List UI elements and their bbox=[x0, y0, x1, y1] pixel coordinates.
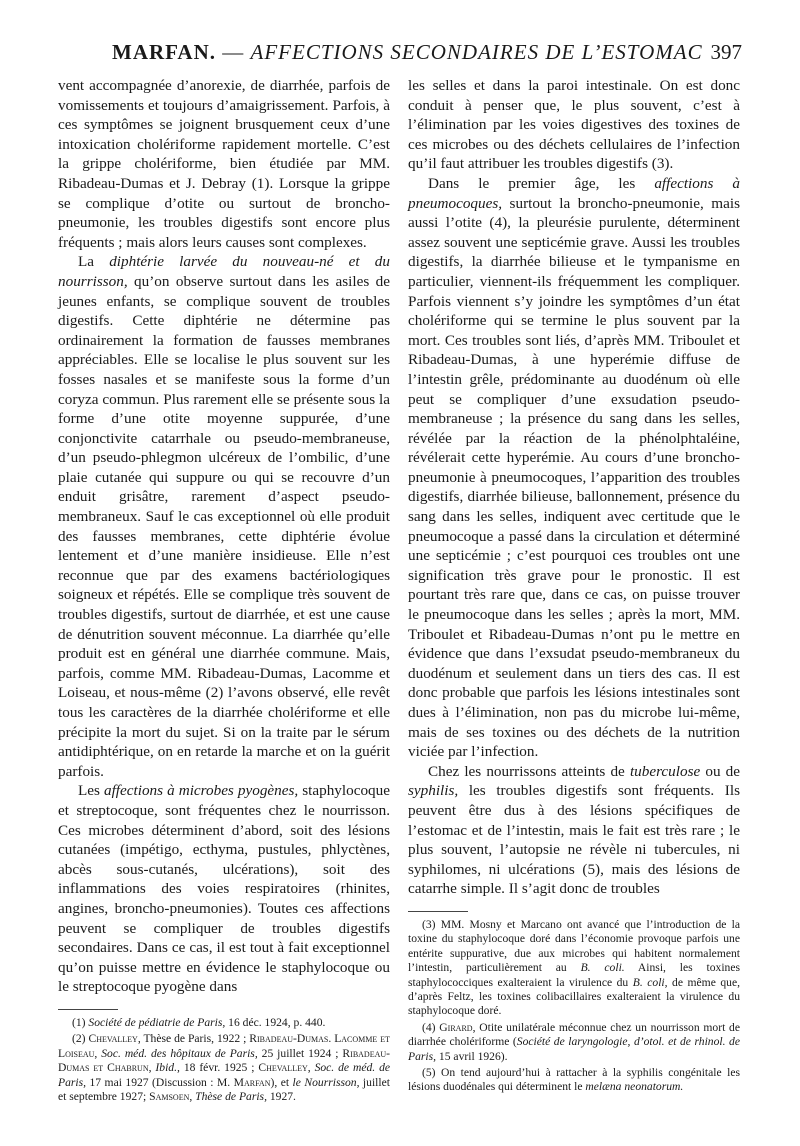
footnote-text: de même que, d’après Feltz, les toxines colibacillaires exalteraient la virulence du staphylocoque doré. bbox=[408, 975, 740, 1018]
emphasis-text: Société de laryngologie, d’otol. et de rhinol. de Paris, bbox=[408, 1035, 740, 1063]
footnotes-right bbox=[408, 918, 740, 1095]
running-head bbox=[112, 40, 703, 65]
author-name: Ribadeau-Dumas et Chabrun bbox=[58, 1046, 391, 1075]
footnote-text: 1927. bbox=[266, 1089, 296, 1103]
footnote-text: , bbox=[94, 1046, 102, 1060]
footnote-text: (2) bbox=[72, 1032, 89, 1046]
left-column bbox=[58, 76, 390, 1106]
footnote-5 bbox=[408, 1066, 740, 1095]
footnote-text: 18 févr. 1925 ; bbox=[179, 1061, 259, 1075]
footnote-text: 17 mai 1927 (Discussion : bbox=[86, 1075, 217, 1089]
emphasis-text: Société de pédiatrie de Paris, bbox=[88, 1015, 226, 1029]
footnote-text: ), et bbox=[270, 1075, 293, 1089]
footnote-text: 15 avril 1926). bbox=[436, 1049, 508, 1063]
emphasis-text: diphtérie larvée du nouveau-né et du nourrisson, bbox=[58, 253, 390, 290]
emphasis-text: Ibid., bbox=[155, 1061, 180, 1075]
author-name: M. Marfan bbox=[216, 1075, 271, 1089]
footnote-text: Ainsi, les toxines staphylococciques exalteraient la virulence du bbox=[408, 961, 740, 989]
running-header bbox=[112, 40, 742, 72]
emphasis-text: Thèse de Paris, bbox=[195, 1089, 267, 1103]
emphasis-text: affections à microbes pyogènes, bbox=[103, 782, 299, 800]
emphasis-text: syphilis, bbox=[408, 782, 459, 800]
paragraph-pyogenes bbox=[58, 781, 390, 997]
footnote-text: , bbox=[148, 1061, 156, 1075]
footnote-text: , Thèse de Paris, 1922 ; bbox=[137, 1032, 250, 1046]
author-name: Ribadeau-Dumas. Lacomme et Loiseau bbox=[58, 1032, 390, 1060]
paragraph-text: qu’on observe surtout dans les asiles de jeunes enfants, se complique souvent de troubles digestifs. Cette diphtérie ne détermine pas ordinairement la formation de fausses membranes appréciables. Elle se localise le plus souvent sur les fosses nasales et se manifeste sous la forme d’un coryza commun. Plus rarement elle se présente sous la forme d’une otite moyenne suppurée, d’une conjonctivite catarrhale ou pseudo-membraneuse, d’un pseudo-phlegmon ulcéreux de l’ombilic, d’une plaie cutanée qui suppure ou qui se recouvre d’un enduit grisâtre, rarement d’aspect pseudo-membraneux. Sauf le cas exceptionnel où elle produit des fausses membranes, cette diphtérie évolue lentement et d’une manière insidieuse. Elle n’est reconnue que par des examens bactériologiques soigneux et répétés. Elle se complique très souvent de troubles digestifs, surtout de diarrhée, et est une cause de dénutrition souvent méconnue. La diarrhée qu’elle produit est en général une diarrhée commune. Mais, parfois, comme MM. Ribadeau-Dumas, Lacomme et Loiseau, et nous-même (2) l’avons observé, elle revêt tous les caractères de la diarrhée cholériforme et elle précipite la mort du sujet. Si on la traite par le sérum antidiphtérique, on en retarde la marche et on la guérit parfois. bbox=[58, 272, 390, 780]
emphasis-text: Soc. méd. des hôpitaux de Paris, bbox=[101, 1046, 258, 1060]
footnote-divider bbox=[58, 1009, 118, 1010]
footnote-3 bbox=[408, 918, 740, 1019]
emphasis-text: melæna neonatorum. bbox=[585, 1080, 684, 1094]
footnotes-left bbox=[58, 1016, 390, 1104]
emphasis-text: affections à pneumocoques, bbox=[408, 174, 740, 212]
footnote-text: (5) On tend aujourd’hui à rattacher à la syphilis congénitale les lésions duodénales qui déterminent le bbox=[408, 1066, 740, 1094]
emphasis-text: le Nourrisson, bbox=[292, 1075, 360, 1089]
emphasis-text: B. coli, bbox=[632, 975, 668, 989]
footnote-4 bbox=[408, 1021, 740, 1064]
right-column bbox=[408, 76, 740, 1097]
emphasis-text: B. coli. bbox=[580, 961, 625, 975]
paragraph-text: surtout la broncho-pneumonie, mais aussi l’otite (4), la pleurésie purulente, déterminent assez souvent une septicémie grave. Aussi les troubles digestifs, la diarrhée bilieuse et le tympanisme en particulier, viennent-ils fréquemment les compliquer. Parfois viennent s’y joindre les symptômes d’un état cholériforme qui se termine le plus souvent par la mort. Ces troubles sont liés, d’après MM. Triboulet et Ribadeau-Dumas, à une hyperémie diffuse de l’intestin grêle, prédominante au duodénum où elle peut se compliquer d’une exsudation pseudo-membraneuse ; la présence du sang dans les selles, révélée par la réaction de la phénolphtaléine, révélerait cette hyperémie. Au cours d’une broncho-pneumonie à pneumocoques, l’apparition des troubles digestifs, diarrhée bilieuse, ballonnement, présence du sang dans les selles, indiquent avec certitude que le pneumocoque a passé dans la circulation et déterminé une septicémie ; c’est pourquoi ces troubles ont une signification très grave pour le pronostic. Il est pourtant très rare que, dans ce cas, on puisse trouver le pneumocoque dans les selles ; après la mort, MM. Triboulet et Ribadeau-Dumas n’ont pu le mettre en évidence que dans l’exsudat pseudo-membraneux du duodénum et seulement dans un tiers des cas. Il est donc probable que parfois les lésions intestinales sont dues à l’élimination, non pas du microbe lui-même, mais de ses toxines ou des déchets de la nutrition viciée par l’infection. bbox=[408, 194, 740, 761]
footnote-text: , Otite unilatérale méconnue chez un nourrisson mort de diarrhée cholériforme ( bbox=[408, 1020, 741, 1049]
paragraph-text: les troubles digestifs sont fréquents. Ils peuvent être dus à des lésions spécifiques de l’estomac et de l’intestin, mais le fait est très rare ; le plus souvent, l’autopsie ne révèle ni tubercules, ni syphilomes, ni ulcérations (5), mais des lésions de catarrhe simple. Il s’agit donc de troubles bbox=[408, 782, 740, 898]
paragraph-text: vent accompagnée d’anorexie, de diarrhée, parfois de vomissements et toujours d’amaigrissement. Parfois, à ces symptômes se joignent brusquement ceux d’une intoxication cholériforme rapidement mortelle. C’est la grippe cholériforme, bien étudiée par MM. Ribadeau-Dumas et J. Debray (1). Lorsque la grippe se complique d’otite ou surtout de broncho-pneumonie, les troubles digestifs sont encore plus fréquents ; mais alors leurs causes sont complexes. bbox=[58, 77, 390, 251]
footnote-text: (4) bbox=[422, 1020, 440, 1034]
header-separator: — bbox=[216, 40, 251, 64]
author-name: Chevalley bbox=[258, 1061, 308, 1075]
footnote-text: , bbox=[189, 1089, 196, 1103]
paragraph-text: Chez les nourrissons atteints de bbox=[428, 762, 630, 780]
paragraph-pneumocoques bbox=[408, 174, 740, 762]
header-title: AFFECTIONS SECONDAIRES DE L’ESTOMAC bbox=[250, 40, 703, 64]
footnote-text: (1) bbox=[72, 1015, 89, 1029]
paragraph-grippe bbox=[58, 76, 390, 252]
footnote-text: juillet et septembre 1927; bbox=[58, 1075, 390, 1103]
author-name: Samsoen bbox=[149, 1089, 190, 1103]
page-number: 397 bbox=[710, 40, 742, 64]
paragraph-text: Dans le premier âge, les bbox=[428, 174, 655, 192]
paragraph-text: les selles et dans la paroi intestinale. On est donc conduit à penser que, le plus souvent, c’est à l’élimination par les voies digestives des toxines de ces microbes ou des déchets cellulaires de l’infection qu’il faut attribuer les troubles digestifs (3). bbox=[408, 77, 740, 173]
footnote-text: 25 juillet 1924 ; bbox=[257, 1046, 343, 1060]
footnote-text: (3) MM. Mosny et Marcano ont avancé que l’introduction de la toxine du staphylocoque doré dans l’économie provoque parfois une entérite suppurative, due aux microbes qui habitent normalement l’intestin, particulièrement au bbox=[408, 917, 740, 975]
emphasis-text: Soc. de méd. de Paris, bbox=[58, 1061, 391, 1089]
emphasis-text: tuberculose bbox=[629, 762, 701, 780]
footnote-text: , bbox=[307, 1061, 315, 1075]
footnote-1 bbox=[58, 1016, 390, 1030]
footnote-2 bbox=[58, 1032, 390, 1104]
author-name: Girard bbox=[439, 1020, 473, 1034]
paragraph-text: La bbox=[78, 253, 110, 271]
paragraph-diphtherie bbox=[58, 252, 390, 781]
paragraph-text: ou de bbox=[700, 762, 741, 780]
footnote-divider bbox=[408, 911, 468, 912]
header-author: MARFAN. bbox=[112, 40, 217, 64]
paragraph-text: Les bbox=[78, 782, 104, 800]
footnote-text: 16 déc. 1924, p. 440. bbox=[225, 1015, 326, 1029]
paragraph-tuberculose-syphilis bbox=[408, 762, 740, 899]
paragraph-text: staphylocoque et streptocoque, sont fréquentes chez le nourrisson. Ces microbes déterminent d’abord, soit des lésions cutanées (impétigo, ecthyma, pustules, phlyctènes, abcès sous-cutanés, ulcérations), soit des inflammations des voies respiratoires (rhinites, angines, broncho-pneumonies). Toutes ces affections peuvent se compliquer de troubles digestifs secondaires. Dans ce cas, il est tout à fait exceptionnel qu’on puisse mettre en évidence le staphylocoque ou le streptocoque pyogène dans bbox=[58, 782, 390, 996]
author-name: Chevalley bbox=[88, 1032, 138, 1046]
paragraph-toxines bbox=[408, 76, 740, 174]
